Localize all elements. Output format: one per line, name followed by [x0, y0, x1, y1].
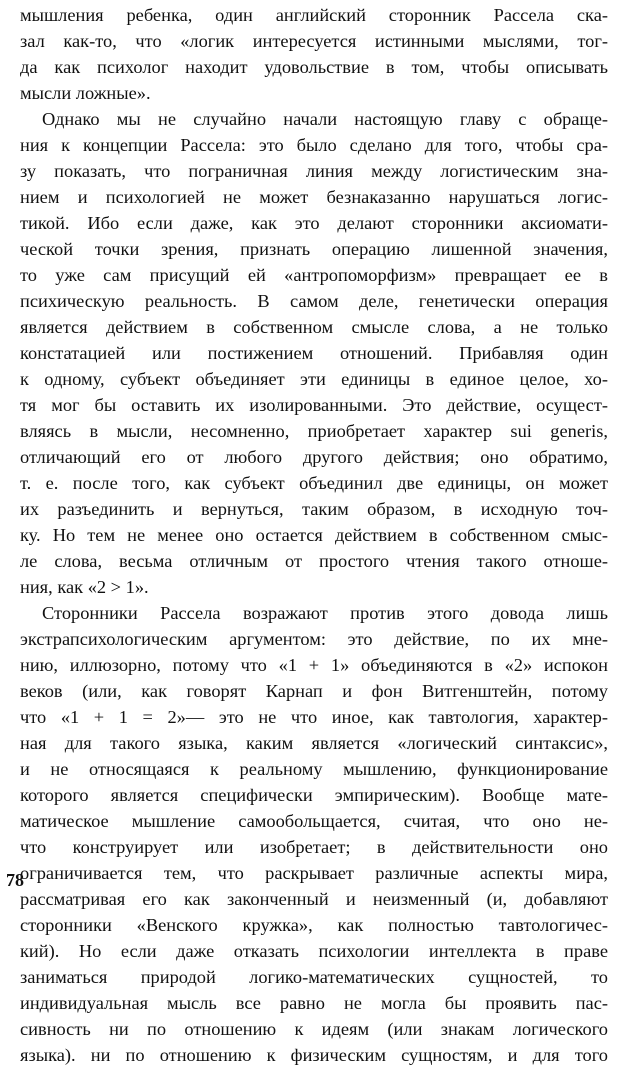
text-line: тя мог бы оставить их изолированными. Это действие, осущест- [20, 395, 608, 415]
text-line: то уже сам присущий ей «антропоморфизм» превращает ее в [20, 265, 608, 285]
text-line: ле слова, весьма отличным от простого чтения такого отноше- [20, 551, 608, 571]
text-line: сторонники «Венского кружка», как полностью тавтологичес- [20, 915, 608, 935]
text-line: ческой точки зрения, признать операцию лишенной значения, [20, 239, 608, 259]
text-line: зу показать, что пограничная линия между логистическим зна- [20, 161, 608, 181]
text-line: матическое мышление самообольщается, считая, что оно не- [20, 811, 608, 831]
text-line: кий). Но если даже отказать психологии интеллекта в праве [20, 941, 608, 961]
text-line: экстрапсихологическим аргументом: это действие, по их мне- [20, 629, 608, 649]
text-line: тикой. Ибо если даже, как это делают сторонники аксиомати- [20, 213, 608, 233]
text-line: языка). ни по отношению к физическим сущностям, и для того [20, 1045, 608, 1065]
text-line: которого является специфически эмпирическим). Вообще мате- [20, 785, 608, 805]
page-body [20, 2, 608, 1068]
text-line: ная для такого языка, каким является «логический синтаксис», [20, 733, 608, 753]
text-line: является действием в собственном смысле слова, а не только [20, 317, 608, 337]
text-line: их разъединить и вернуться, таким образом, в исходную точ- [20, 499, 608, 519]
text-line: заниматься природой логико-математических сущностей, то [20, 967, 608, 987]
text-line: индивидуальная мысль все равно не могла бы проявить пас- [20, 993, 608, 1013]
text-line: Сторонники Рассела возражают против этого довода лишь [42, 603, 608, 623]
text-line: ку. Но тем не менее оно остается действием в собственном смыс- [20, 525, 608, 545]
text-line: да как психолог находит удовольствие в том, чтобы описывать [20, 57, 608, 77]
text-line: сивность ни по отношению к идеям (или знакам логического [20, 1019, 608, 1039]
text-line: зал как-то, что «логик интересуется истинными мыслями, тог- [20, 31, 608, 51]
text-line: веков (или, как говорят Карнап и фон Витгенштейн, потому [20, 681, 608, 701]
text-line: нию, иллюзорно, потому что «1 + 1» объединяются в «2» испокон [20, 655, 608, 675]
page-number: 78 [6, 870, 24, 890]
text-line: ния к концепции Рассела: это было сделано для того, чтобы сра- [20, 135, 608, 155]
text-line: рассматривая его как законченный и неизменный (и, добавляют [20, 889, 608, 909]
text-line: что «1 + 1 = 2»— это не что иное, как тавтология, характер- [20, 707, 608, 727]
text-line: ния, как «2 > 1». [20, 577, 149, 597]
text-line: к одному, субъект объединяет эти единицы в единое целое, хо- [20, 369, 608, 389]
text-line: ограничивается тем, что раскрывает различные аспекты мира, [20, 863, 608, 883]
text-line: и не относящаяся к реальному мышлению, функционирование [20, 759, 608, 779]
text-line: т. е. после того, как субъект объединил две единицы, он может [20, 473, 608, 493]
text-line: нием и психологией не может безнаказанно нарушаться логис- [20, 187, 608, 207]
text-line: вляясь в мысли, несомненно, приобретает характер sui generis, [20, 421, 608, 441]
text-line: психическую реальность. В самом деле, генетически операция [20, 291, 608, 311]
text-line: Однако мы не случайно начали настоящую главу с обраще- [42, 109, 608, 129]
text-line: мышления ребенка, один английский сторонник Рассела ска- [20, 5, 608, 25]
text-line: мысли ложные». [20, 83, 151, 103]
text-line: отличающий его от любого другого действия; оно обратимо, [20, 447, 608, 467]
text-line: констатацией или постижением отношений. Прибавляя один [20, 343, 608, 363]
text-line: что конструирует или изобретает; в действительности оно [20, 837, 608, 857]
